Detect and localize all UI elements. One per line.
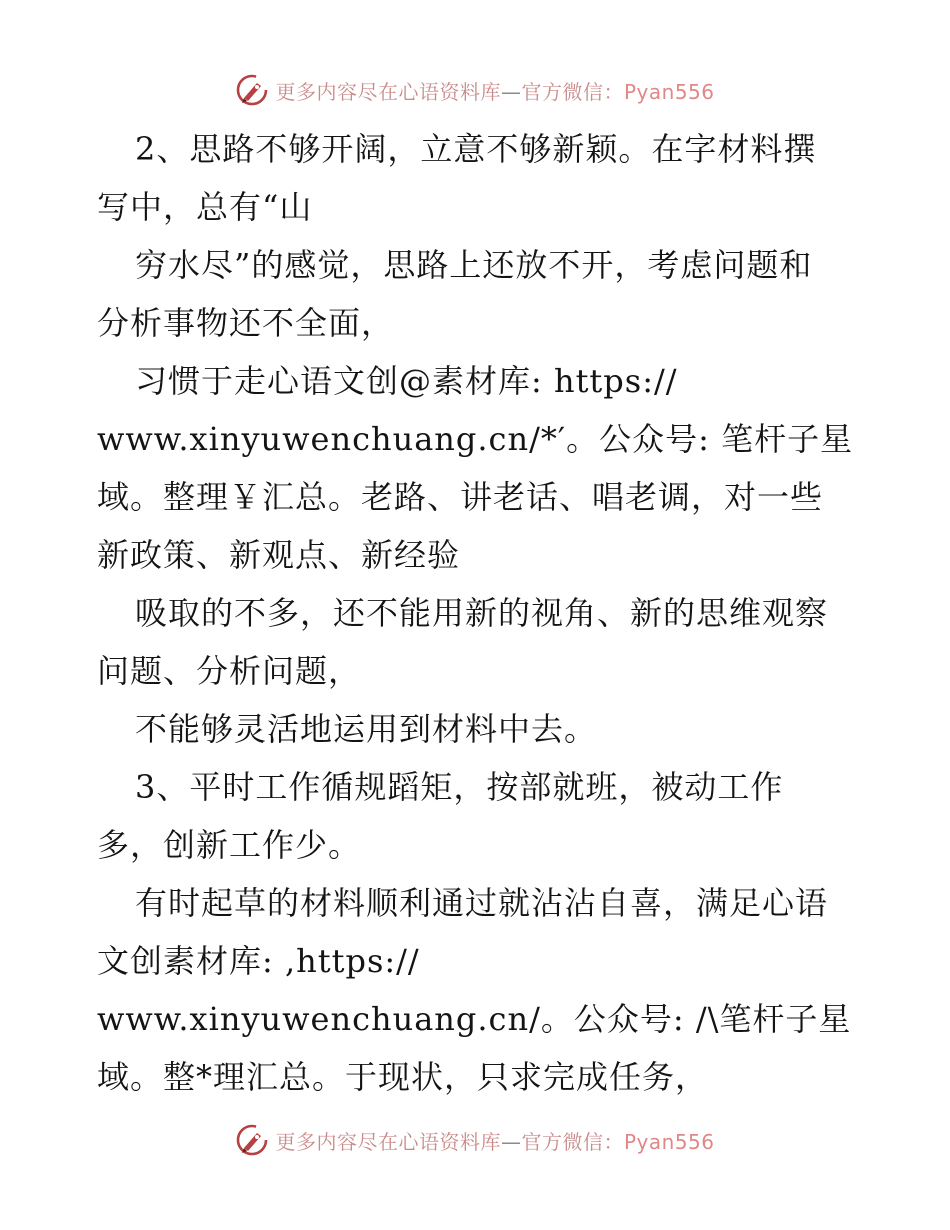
- pen-logo-icon: [235, 73, 269, 107]
- footer-watermark: [0, 1120, 950, 1160]
- text-line: 多，创新工作少。: [97, 826, 362, 864]
- text-line: 2、思路不够开阔，立意不够新颖。在字材料撰: [135, 130, 817, 168]
- text-line: 有时起草的材料顺利通过就沾沾自喜，满足心语: [135, 884, 829, 922]
- text-line: 3、平时工作循规蹈矩，按部就班，被动工作: [135, 768, 784, 806]
- text-line: 吸取的不多，还不能用新的视角、新的思维观察: [135, 594, 829, 632]
- text-line: 写中，总有“山: [97, 188, 313, 226]
- text-line: 域。整理￥汇总。老路、讲老话、唱老调，对一些: [97, 478, 824, 516]
- text-line: 域。整*理汇总。于现状，只求完成任务，: [97, 1058, 709, 1096]
- pen-logo-icon: [235, 1123, 269, 1157]
- text-line: 不能够灵活地运用到材料中去。: [135, 710, 598, 748]
- watermark-text: 更多内容尽在心语资料库—官方微信：Pyan556: [275, 1129, 715, 1154]
- text-line: 习惯于走心语文创@素材库: https://: [135, 362, 678, 400]
- text-line: 穷水尽”的感觉，思路上还放不开，考虑问题和: [135, 246, 813, 284]
- text-line: 新政策、新观点、新经验: [97, 536, 461, 574]
- text-line: www.xinyuwenchuang.cn/。公众号: /\笔杆子星: [97, 1000, 852, 1038]
- document-body: [97, 120, 857, 1106]
- header-watermark: [0, 70, 950, 110]
- text-line: 问题、分析问题，: [97, 652, 362, 690]
- watermark-text: 更多内容尽在心语资料库—官方微信：Pyan556: [275, 79, 715, 104]
- text-line: www.xinyuwenchuang.cn/*′。公众号: 笔杆子星: [97, 420, 854, 458]
- text-line: 文创素材库: ,https://: [97, 942, 420, 980]
- text-line: 分析事物还不全面，: [97, 304, 395, 342]
